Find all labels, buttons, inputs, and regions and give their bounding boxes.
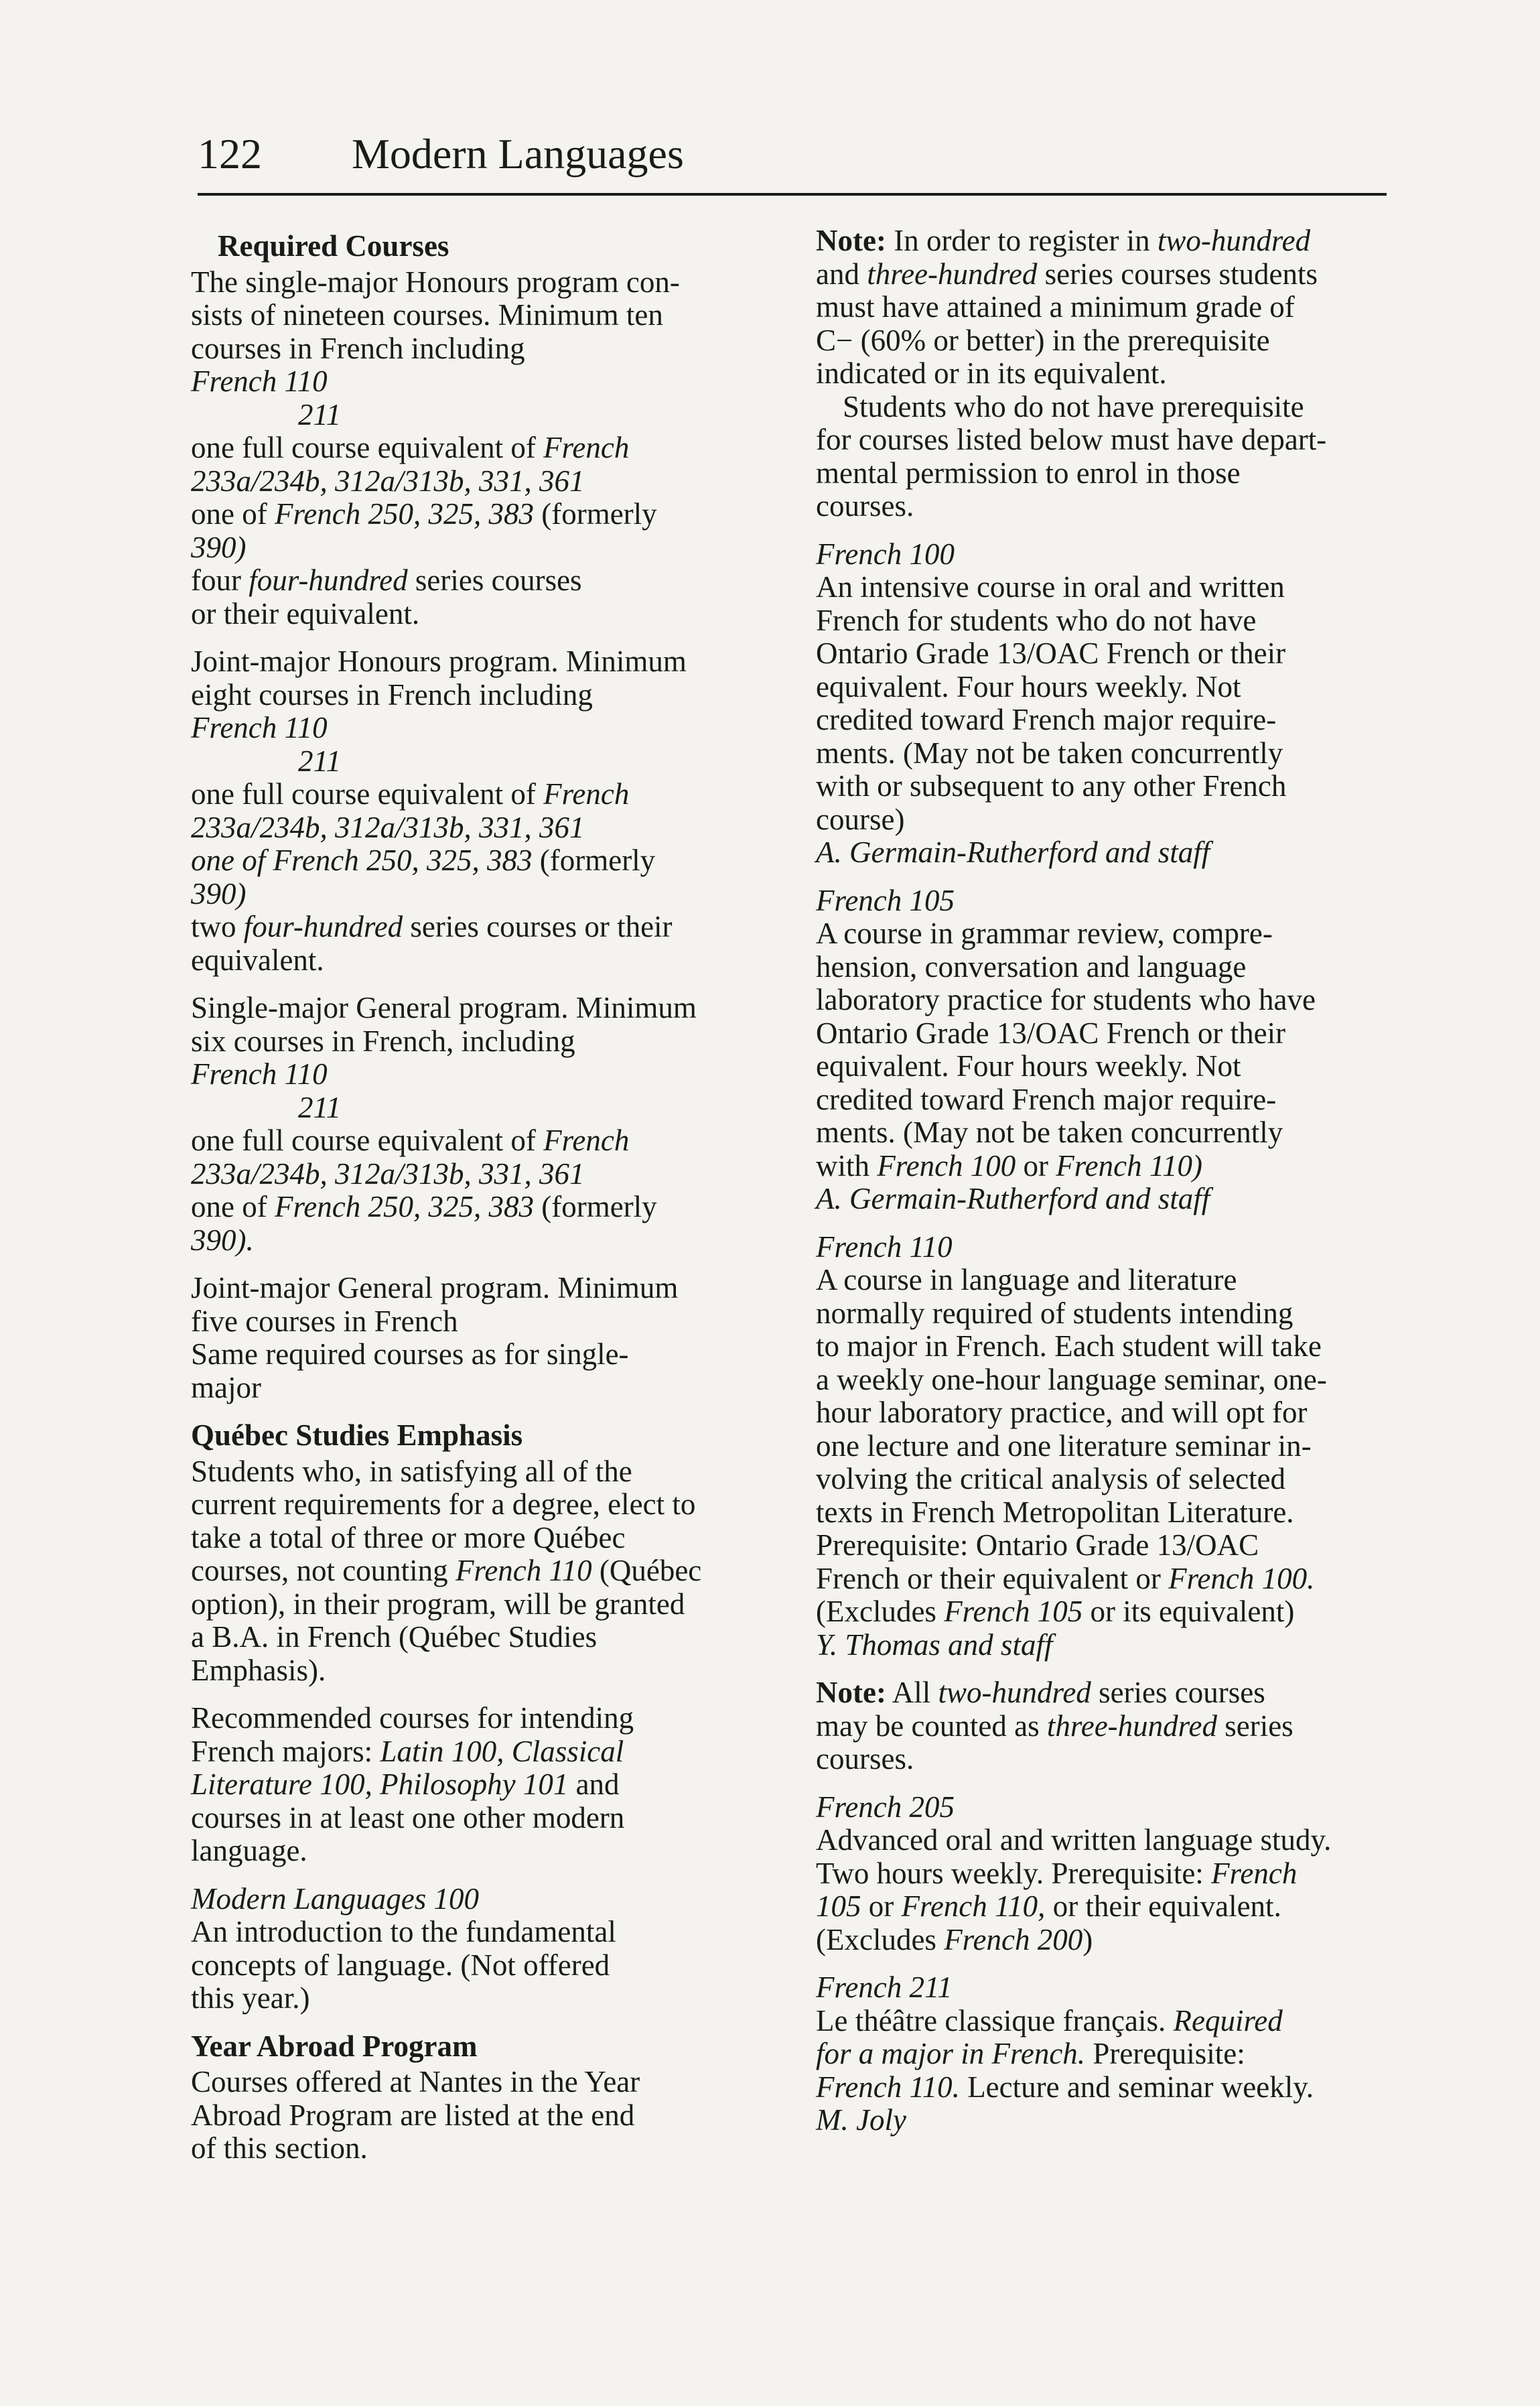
text-line: (Excludes French 105 or its equivalent) [816,1595,1295,1628]
text-line: A course in language and literature [816,1263,1237,1296]
text-line: Students who do not have prerequisite [843,389,1304,423]
text-line: option), in their program, will be granted [191,1587,685,1621]
course-french-105 [816,884,1392,1216]
course-title: French 205 [816,1790,955,1824]
left-column [191,224,794,2180]
text-line: two four-hundred series courses or their [191,910,673,943]
text-line: Note: In order to register in two-hundred [816,224,1311,257]
honours-single-major [191,266,794,631]
text-line: The single-major Honours program con- [191,265,680,299]
right-column [816,224,1392,2152]
course-title: French 211 [816,1970,953,2004]
text-line: normally required of students intending [816,1296,1293,1330]
text-line: credited toward French major require- [816,703,1277,736]
text-line: for courses listed below must have depart- [816,423,1327,456]
note-two-hundred [816,1676,1392,1776]
text-line: Emphasis). [191,1653,326,1687]
header-rule [198,193,1387,196]
text-line: one lecture and one literature seminar in- [816,1428,1312,1463]
text-line: a weekly one-hour language seminar, one- [816,1362,1327,1396]
text-line: five courses in French [191,1304,458,1338]
text-line: (Excludes French 200) [816,1922,1093,1956]
text-line: courses. [816,1742,914,1776]
text-line: Students who, in satisfying all of the [191,1454,632,1488]
note-prerequisites [816,224,1392,523]
text-line: An introduction to the fundamental [191,1915,616,1948]
text-line: Prerequisite: Ontario Grade 13/OAC [816,1528,1259,1562]
text-line: one full course equivalent of French [191,777,630,811]
course-modern-languages-100 [191,1883,794,2015]
course-french-205 [816,1791,1392,1957]
general-joint-major [191,1272,794,1404]
text-line: French for students who do not have [816,603,1257,637]
course-instructor: M. Joly [816,2103,906,2137]
course-ref: 390). [191,1223,254,1257]
text-line: French majors: Latin 100, Classical [191,1734,624,1768]
text-line: courses in at least one other modern [191,1800,625,1834]
recommended-courses [191,1702,794,1868]
page-section-title: Modern Languages [352,130,684,178]
course-title: French 100 [816,537,955,571]
text-line: take a total of three or more Québec [191,1520,626,1554]
course-title: French 110 [816,1229,953,1264]
text-line: language. [191,1834,307,1867]
course-ref: 211 [298,397,342,431]
text-line: equivalent. Four hours weekly. Not [816,1049,1241,1083]
text-line: may be counted as three-hundred series [816,1709,1293,1743]
course-ref: French 110 [191,364,328,398]
course-instructor: Y. Thomas and staff [816,1627,1053,1662]
course-instructor: A. Germain-Rutherford and staff [816,1182,1210,1215]
course-ref: 211 [298,1090,342,1124]
text-line: to major in French. Each student will take [816,1329,1322,1363]
text-line: texts in French Metropolitan Literature. [816,1495,1294,1529]
text-line: 105 or French 110, or their equivalent. [816,1889,1281,1923]
text-line: indicated or in its equivalent. [816,356,1167,390]
text-line: major [191,1370,261,1404]
text-line: Recommended courses for intending [191,1701,634,1735]
quebec-studies-heading: Québec Studies Emphasis [191,1418,523,1452]
honours-joint-major [191,645,794,977]
course-french-110 [816,1231,1392,1662]
text-line: mental permission to enrol in those [816,456,1241,490]
text-line: equivalent. [191,943,324,977]
required-courses-heading: Required Courses [218,229,449,263]
general-single-major [191,992,794,1257]
course-ref: 390) [191,876,247,911]
text-line: of this section. [191,2131,368,2165]
course-list: 233a/234b, 312a/313b, 331, 361 [191,1156,585,1191]
course-ref: 390) [191,530,247,564]
text-line: Single-major General program. Minimum [191,991,697,1024]
text-line: with or subsequent to any other French [816,769,1287,803]
text-line: French or their equivalent or French 100. [816,1561,1315,1595]
text-line: must have attained a minimum grade of [816,290,1295,324]
text-line: with French 100 or French 110) [816,1148,1202,1183]
text-line: this year.) [191,1981,310,2015]
text-line: one of French 250, 325, 383 (formerly [191,1190,657,1223]
text-line: hension, conversation and language [816,949,1247,984]
text-line: Courses offered at Nantes in the Year [191,2065,640,2098]
text-line: four four-hundred series courses [191,563,582,597]
text-line: course) [816,802,905,836]
text-line: credited toward French major require- [816,1082,1277,1116]
text-line: courses, not counting French 110 (Québec [191,1554,702,1587]
text-line: current requirements for a degree, elect to [191,1487,696,1521]
text-line: ments. (May not be taken concurrently [816,1116,1283,1149]
text-line: Note: All two-hundred series courses [816,1676,1265,1709]
text-line: one full course equivalent of French [191,1124,630,1157]
text-line: one full course equivalent of French [191,431,630,464]
text-line: Abroad Program are listed at the end [191,2098,635,2132]
text-line: courses. [816,489,914,523]
text-line: volving the critical analysis of selected [816,1462,1286,1495]
text-line: for a major in French. Prerequisite: [816,2037,1245,2070]
text-line: and three-hundred series courses students [816,257,1318,291]
text-line: one of French 250, 325, 383 (formerly [191,497,657,531]
course-french-211 [816,1971,1392,2137]
text-line: Same required courses as for single- [191,1337,629,1371]
text-line: concepts of language. (Not offered [191,1948,610,1982]
text-line: laboratory practice for students who have [816,983,1316,1016]
course-ref: French 110 [191,711,328,744]
text-line: eight courses in French including [191,677,593,712]
course-title: Modern Languages 100 [191,1881,479,1916]
text-line: French 110. Lecture and seminar weekly. [816,2070,1314,2104]
text-line: Joint-major Honours program. Minimum [191,645,687,678]
course-ref: 211 [298,744,342,778]
text-line: equivalent. Four hours weekly. Not [816,669,1241,704]
text-line: Ontario Grade 13/OAC French or their [816,1016,1286,1050]
text-line: A course in grammar review, compre- [816,917,1273,950]
text-line: hour laboratory practice, and will opt for [816,1396,1308,1429]
text-line: C− (60% or better) in the prerequisite [816,323,1270,357]
text-line: Ontario Grade 13/OAC French or their [816,637,1286,670]
course-list: 233a/234b, 312a/313b, 331, 361 [191,464,585,498]
text-line: Two hours weekly. Prerequisite: French [816,1856,1298,1890]
page-number: 122 [198,130,262,178]
text-line: Joint-major General program. Minimum [191,1271,679,1305]
course-ref: French 110 [191,1057,328,1091]
text-line: courses in French including [191,331,525,365]
text-line: one of French 250, 325, 383 (formerly [191,844,656,877]
page-header [198,127,1387,194]
course-french-100 [816,538,1392,870]
text-line: ments. (May not be taken concurrently [816,736,1283,770]
quebec-studies-text [191,1455,794,1688]
text-line: Le théâtre classique français. Required [816,2003,1283,2037]
course-list: 233a/234b, 312a/313b, 331, 361 [191,810,585,844]
text-line: Literature 100, Philosophy 101 and [191,1767,620,1801]
text-line: or their equivalent. [191,596,420,630]
text-line: Advanced oral and written language study. [816,1823,1332,1857]
course-title: French 105 [816,883,955,917]
course-instructor: A. Germain-Rutherford and staff [816,836,1210,869]
year-abroad-text [191,2066,794,2165]
text-line: sists of nineteen courses. Minimum ten [191,298,663,332]
text-line: six courses in French, including [191,1024,575,1058]
text-line: An intensive course in oral and written [816,570,1285,604]
text-line: a B.A. in French (Québec Studies [191,1620,598,1654]
year-abroad-heading: Year Abroad Program [191,2029,478,2063]
